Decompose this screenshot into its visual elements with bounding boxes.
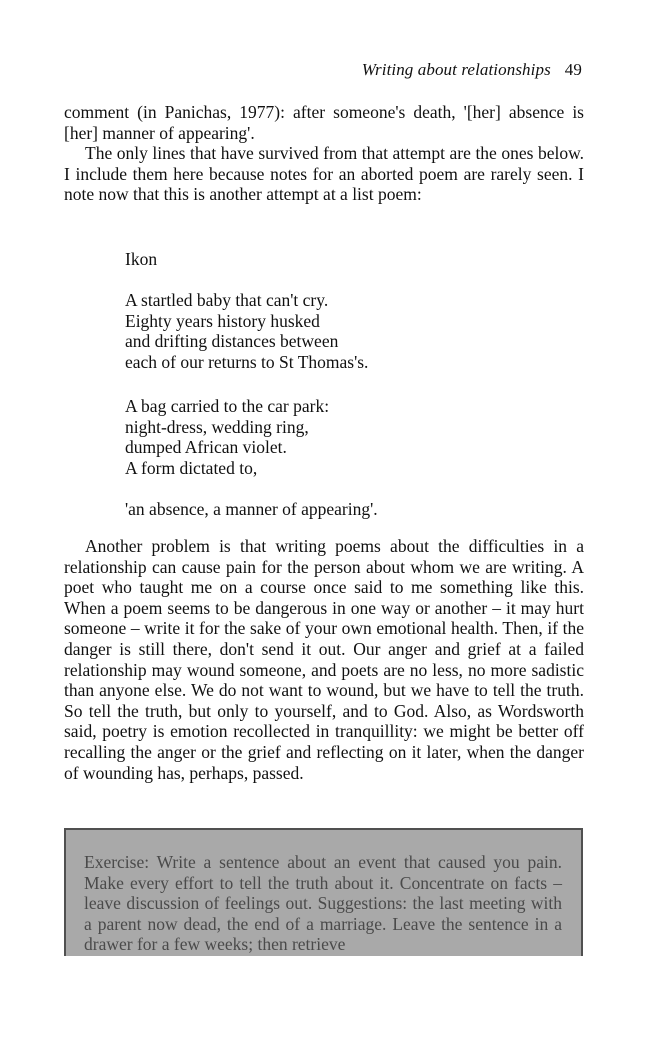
poem-line: 'an absence, a manner of appearing'. [125, 499, 378, 519]
poem-line: A bag carried to the car park: [125, 396, 330, 416]
poem-title-text: Ikon [125, 249, 158, 269]
poem-line: and drifting distances between [125, 331, 339, 352]
intro-paragraph-1: comment (in Panichas, 1977): after someone's death, '[her] absence is [her] manner of appearing'. [64, 102, 584, 143]
intro-text [64, 102, 584, 205]
poem-line: A startled baby that can't cry. [125, 290, 329, 310]
poem-title [125, 249, 157, 270]
page-number: 49 [564, 60, 582, 79]
intro-paragraph-2: The only lines that have survived from that attempt are the ones below. I include them here because notes for an aborted poem are rarely seen. I note now that this is another attempt at a list poem: [64, 143, 584, 205]
exercise-text: Exercise: Write a sentence about an event that caused you pain. Make every effort to tell the truth about it. Concentrate on facts – leave discussion of feelings out. Suggestions: the last meeting with a parent now dead, the end of a marriage. Leave the sentence in a drawer for a few weeks; then retrieve [84, 852, 562, 955]
poem-line: night-dress, wedding ring, [125, 416, 309, 437]
poem-line: each of our returns to St Thomas's. [125, 351, 369, 372]
body-paragraph: Another problem is that writing poems about the difficulties in a relationship can cause pain for the person about whom we are writing. A poet who taught me on a course once said to me something like this. When a poem seems to be dangerous in one way or another – it may hurt someone – write it for the sake of your own emotional health. Then, if the danger is still there, don't send it out. Our anger and grief at a failed relationship may wound someone, and poets are no less, no more sadistic than anyone else. We do not want to wound, but we have to tell the truth. So tell the truth, but only to yourself, and to God. Also, as Wordsworth said, poetry is emotion recollected in tranquillity: we might be better off recalling the anger or the grief and reflecting on it later, when the danger of wounding has, perhaps, passed. [64, 536, 584, 783]
poem-line: Eighty years history husked [125, 310, 320, 331]
body-text [64, 536, 584, 783]
poem-stanza-1 [125, 290, 368, 372]
poem-stanza-2 [125, 396, 329, 478]
running-head [362, 60, 582, 80]
poem-stanza-3 [125, 499, 378, 520]
poem-line: dumped African violet. [125, 437, 287, 458]
exercise-box [64, 828, 583, 956]
running-head-title: Writing about relationships [361, 60, 551, 79]
poem-line: A form dictated to, [125, 457, 258, 478]
